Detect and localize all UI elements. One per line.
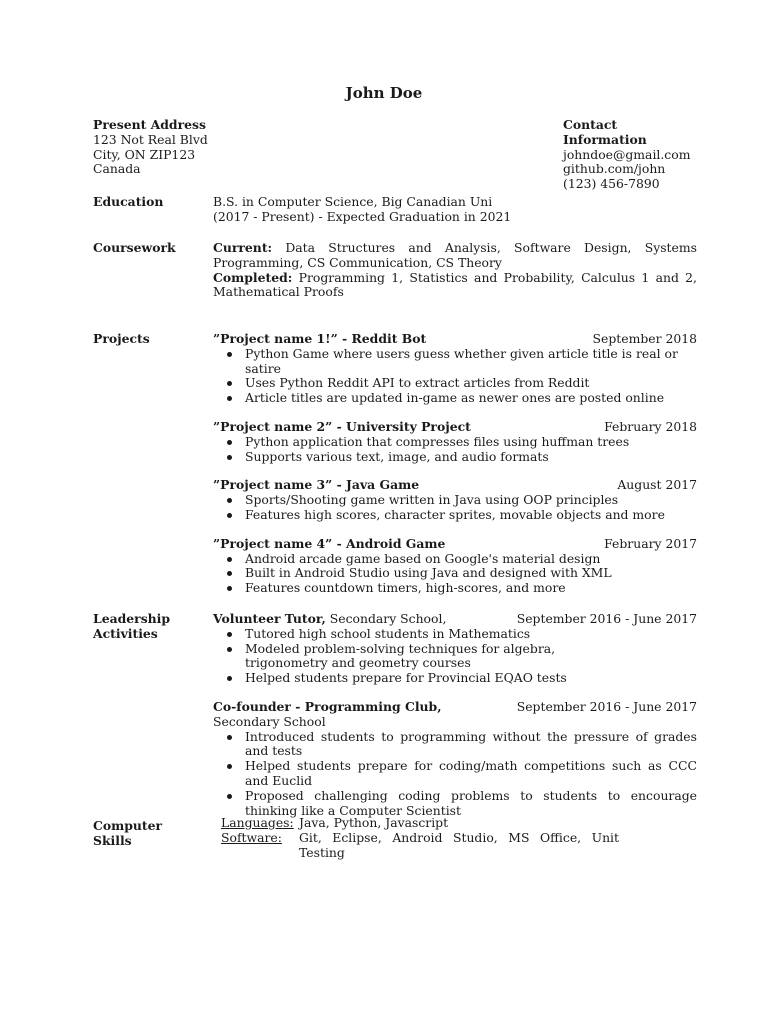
project-title: ”Project name 4” - Android Game [213, 535, 446, 551]
leadership-org: Secondary School [213, 713, 326, 729]
coursework-current [213, 241, 697, 271]
education-dates: (2017 - Present) - Expected Graduation in 2021 [213, 208, 512, 224]
list-item: Proposed challenging coding problems to students to encourage thinking like a Computer Scientist [245, 787, 697, 818]
contact-phone: (123) 456-7890 [563, 176, 660, 192]
skills-languages-label: Languages: [221, 815, 294, 830]
address-line: Canada [93, 161, 141, 177]
project-date: September 2018 [592, 331, 697, 346]
section-body [213, 332, 697, 610]
skills-software-label: Software: [221, 829, 282, 845]
list-item: Helped students prepare for Provincial EQAO tests [245, 671, 621, 686]
project-entry [213, 478, 697, 522]
address-line: 123 Not Real Blvd [93, 131, 208, 147]
list-item: Article titles are updated in-game as newer ones are posted online [245, 391, 697, 406]
list-item: Python Game where users guess whether given article title is real or satire [245, 347, 697, 377]
list-item: Introduced students to programming without the pressure of grades and tests [245, 728, 697, 759]
leadership-date: September 2016 - June 2017 [516, 611, 697, 626]
list-item: Features countdown timers, high-scores, and more [245, 581, 697, 596]
project-date: August 2017 [617, 477, 697, 493]
project-title: ”Project name 2” - University Project [213, 418, 471, 434]
list-item: Features high scores, character sprites, movable objects and more [245, 508, 697, 523]
list-item: Built in Android Studio using Java and designed with XML [245, 566, 697, 581]
skills-languages: Java, Python, Javascript [299, 815, 449, 830]
project-entry [213, 332, 697, 406]
list-item: Uses Python Reddit API to extract articles from Reddit [245, 376, 697, 391]
contact-github: github.com/john [563, 161, 666, 177]
skills-software: Git, Eclipse, Android Studio, MS Office, Unit Testing [299, 829, 619, 860]
section-label-line: Leadership [93, 611, 171, 626]
project-title: ”Project name 3” - Java Game [213, 477, 420, 493]
address-heading: Present Address [93, 117, 206, 132]
list-item: Modeled problem-solving techniques for algebra, trigonometry and geometry courses [245, 642, 621, 672]
project-date: February 2017 [604, 535, 697, 551]
section-label: Education [93, 194, 164, 209]
section-label [93, 612, 203, 642]
project-title: ”Project name 1!” - Reddit Bot [213, 331, 427, 346]
project-entry [213, 537, 697, 596]
project-date: February 2018 [604, 418, 697, 434]
coursework-completed [213, 271, 697, 301]
contact-information [563, 118, 697, 192]
coursework-completed-list: Programming 1, Statistics and Probability, Calculus 1 and 2, Mathematical Proofs [213, 269, 697, 300]
section-body [213, 612, 697, 832]
section-body [213, 195, 697, 225]
list-item: Sports/Shooting game written in Java using OOP principles [245, 493, 697, 508]
list-item: Supports various text, image, and audio formats [245, 450, 697, 465]
section-label-line: Computer [93, 818, 163, 833]
project-bullets [213, 435, 697, 465]
education-degree: B.S. in Computer Science, Big Canadian Uni [213, 194, 493, 209]
list-item: Helped students prepare for coding/math competitions such as CCC and Euclid [245, 758, 697, 788]
section-label: Coursework [93, 240, 176, 255]
leadership-title: Co-founder - Programming Club, [213, 698, 442, 714]
leadership-date: September 2016 - June 2017 [516, 698, 697, 714]
leadership-title: Volunteer Tutor, [213, 611, 326, 626]
contact-heading: Contact Information [563, 117, 647, 147]
leadership-entry [213, 700, 697, 818]
skills-table [221, 816, 697, 860]
project-bullets [213, 493, 697, 523]
section-label-line: Activities [93, 625, 158, 641]
section-label: Projects [93, 331, 150, 346]
section-body [213, 816, 697, 860]
leadership-bullets [213, 627, 621, 686]
project-entry [213, 420, 697, 464]
section-label [93, 819, 203, 849]
leadership-entry [213, 612, 697, 686]
project-bullets [213, 552, 697, 596]
resume-name: John Doe [345, 84, 423, 102]
coursework-completed-label: Completed: [213, 269, 293, 285]
address-line: City, ON ZIP123 [93, 146, 196, 162]
list-item: Python application that compresses files using huffman trees [245, 435, 697, 450]
coursework-current-label: Current: [213, 240, 273, 255]
section-body [213, 241, 697, 300]
list-item: Tutored high school students in Mathematics [245, 627, 621, 642]
list-item: Android arcade game based on Google's material design [245, 552, 697, 567]
coursework-current-list: Data Structures and Analysis, Software Design, Systems Programming, CS Communication, CS Theory [213, 240, 697, 270]
present-address [93, 118, 208, 177]
section-label-line: Skills [93, 832, 132, 848]
leadership-heading [213, 612, 446, 627]
contact-email: johndoe@gmail.com [563, 146, 691, 162]
leadership-org: Secondary School, [325, 611, 447, 626]
leadership-bullets [213, 730, 697, 819]
project-bullets [213, 347, 697, 406]
